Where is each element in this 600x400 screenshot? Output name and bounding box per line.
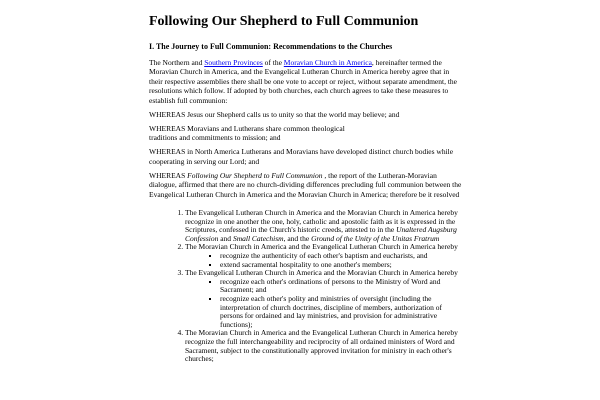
- whereas-4-pre: WHEREAS: [149, 170, 188, 180]
- resolution-item-1: [185, 209, 464, 243]
- whereas-4-post: , the report of the Lutheran-Moravian dialogue, affirmed that there are no church-dividing differences precluding full communion between the Evangelical Lutheran Church in America and the Moravian Church in America; therefore be it resolved: [149, 170, 462, 199]
- resolution-2-bullet-1: ▪ recognize the authenticity of each other's baptism and eucharists, and: [220, 252, 464, 261]
- resolution-3-text: The Evangelical Lutheran Church in America and the Moravian Church in America hereby: [185, 268, 458, 278]
- whereas-2-line-1: WHEREAS Moravians and Lutherans share common theological: [149, 123, 345, 133]
- intro-paragraph: [149, 58, 464, 105]
- intro-text-pre: The Northern and: [149, 58, 205, 67]
- resolution-item-3: [185, 269, 464, 329]
- resolution-1-italic-catechism: Small Catechism: [232, 233, 284, 243]
- intro-text-post: , hereinafter termed the Moravian Church in America, and the Evangelical Lutheran Church in America hereby agree that in their respective assemblies there shall be one vote to accept or reject, without separate amendment, the resolutions which follow. If adopted by both churches, each church agrees to take these measures to establish full communion:: [149, 58, 458, 105]
- whereas-clause-2: [149, 124, 464, 143]
- page-title: Following Our Shepherd to Full Communion: [149, 14, 419, 29]
- intro-text-mid: of the: [262, 58, 284, 67]
- resolution-1-italic-ground: Ground of the Unity of the Unitas Fratrum: [311, 233, 440, 243]
- resolution-2-bullet-2: ▪ extend sacramental hospitality to one another's members;: [220, 261, 464, 270]
- resolution-1-italic-augsburg: Unaltered Augsburg Confession: [185, 225, 457, 243]
- document-page: [149, 0, 464, 364]
- resolution-3-bullet-1: ▪ recognize each other's ordinations of persons to the Ministry of Word and Sacrament; and: [220, 278, 464, 295]
- resolution-1-text-and: and: [218, 233, 233, 243]
- resolution-item-2: [185, 243, 464, 269]
- whereas-clause-4: [149, 171, 464, 199]
- whereas-2-line-2: traditions and commitments to mission; and: [149, 133, 281, 143]
- resolution-item-4: 4. The Moravian Church in America and the Evangelical Lutheran Church in America hereby recognize the full interchangeability and reciprocity of all ordained ministers of Word and Sacrament, subject to the constitutionally approved invitation for ministry in each other's churches;: [185, 329, 464, 363]
- resolution-3-bullet-2: ▪ recognize each other's polity and ministries of oversight (including the interpretation of church doctrines, discipline of members, authorization of persons for ordained and lay ministries, and provision for administrative functions);: [220, 295, 464, 329]
- resolution-3-bullet-list: [185, 278, 464, 330]
- whereas-clause-1: WHEREAS Jesus our Shepherd calls us to unity so that the world may believe; and: [149, 109, 400, 119]
- resolution-2-bullet-list: [185, 252, 464, 269]
- resolution-1-text-andthe: , and the: [283, 233, 312, 243]
- resolutions-list: [149, 209, 464, 364]
- link-moravian-church-in-america[interactable]: Moravian Church in America: [283, 58, 372, 67]
- resolution-2-text: The Moravian Church in America and the Evangelical Lutheran Church in America hereby: [185, 242, 458, 252]
- whereas-clause-3: WHEREAS in North America Lutherans and Moravians have developed distinct church bodies while cooperating in serving our Lord; and: [149, 147, 454, 166]
- resolution-1-text: The Evangelical Lutheran Church in America and the Moravian Church in America hereby recognize in one another the one, holy, catholic and apostolic faith as it is expressed in the Scriptures, confessed in the Church's historic creeds, attested to in the: [185, 208, 458, 235]
- link-southern-provinces[interactable]: Southern Provinces: [204, 58, 263, 67]
- whereas-4-report-title: Following Our Shepherd to Full Communion: [187, 170, 323, 180]
- section-heading: I. The Journey to Full Communion: Recommendations to the Churches: [149, 42, 393, 51]
